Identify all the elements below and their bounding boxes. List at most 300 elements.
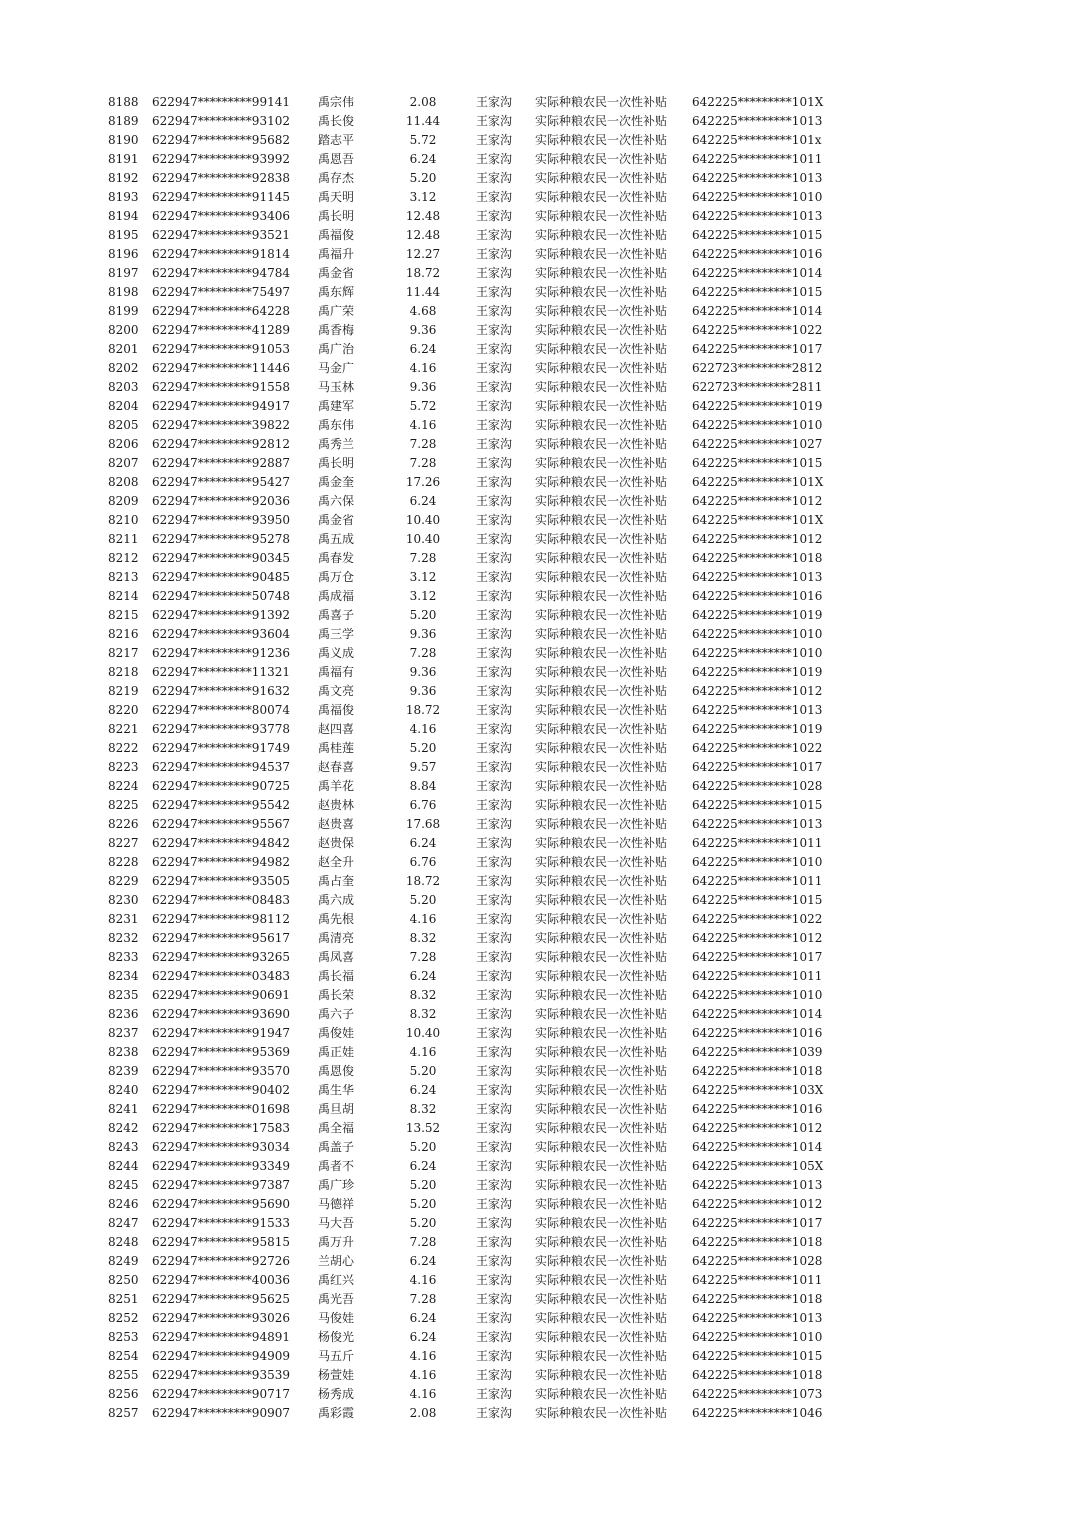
table-row [0,796,1074,815]
farmer-name: 禹光吾 [318,1292,355,1306]
seq-number: 8235 [108,988,139,1002]
farmer-name: 禹恩俊 [318,1064,355,1078]
table-row [0,1366,1074,1385]
table-row [0,777,1074,796]
subsidy-amount: 7.28 [409,1235,437,1249]
bank-account: 622947*********98112 [152,912,290,926]
table-row [0,1328,1074,1347]
seq-number: 8252 [108,1311,139,1325]
subsidy-type: 实际种粮农民一次性补贴 [535,608,668,622]
subsidy-amount: 9.57 [409,760,437,774]
seq-number: 8251 [108,1292,139,1306]
village-name: 王家沟 [476,722,513,736]
id-number: 642225*********1027 [692,437,823,451]
table-row [0,416,1074,435]
subsidy-type: 实际种粮农民一次性补贴 [535,1121,668,1135]
table-row [0,435,1074,454]
bank-account: 622947*********92036 [152,494,290,508]
table-row [0,378,1074,397]
table-row [0,1024,1074,1043]
farmer-name: 禹凤喜 [318,950,355,964]
subsidy-type: 实际种粮农民一次性补贴 [535,1292,668,1306]
farmer-name: 禹喜子 [318,608,355,622]
farmer-name: 禹广荣 [318,304,355,318]
bank-account: 622947*********93406 [152,209,290,223]
seq-number: 8190 [108,133,139,147]
bank-account: 622947*********92812 [152,437,290,451]
seq-number: 8228 [108,855,139,869]
bank-account: 622947*********91558 [152,380,290,394]
subsidy-type: 实际种粮农民一次性补贴 [535,646,668,660]
subsidy-amount: 11.44 [405,114,441,128]
id-number: 642225*********1010 [692,627,823,641]
subsidy-type: 实际种粮农民一次性补贴 [535,874,668,888]
farmer-name: 赵全升 [318,855,355,869]
seq-number: 8193 [108,190,139,204]
bank-account: 622947*********90717 [152,1387,290,1401]
village-name: 王家沟 [476,551,513,565]
bank-account: 622947*********92838 [152,171,290,185]
table-row [0,853,1074,872]
bank-account: 622947*********93539 [152,1368,290,1382]
id-number: 642225*********101X [692,95,824,109]
bank-account: 622947*********93690 [152,1007,290,1021]
village-name: 王家沟 [476,190,513,204]
seq-number: 8199 [108,304,139,318]
village-name: 王家沟 [476,532,513,546]
bank-account: 622947*********91236 [152,646,290,660]
id-number: 642225*********1017 [692,950,823,964]
bank-account: 622947*********91533 [152,1216,290,1230]
subsidy-amount: 8.32 [409,931,437,945]
subsidy-type: 实际种粮农民一次性补贴 [535,893,668,907]
id-number: 642225*********1022 [692,741,823,755]
subsidy-type: 实际种粮农民一次性补贴 [535,380,668,394]
seq-number: 8218 [108,665,139,679]
subsidy-amount: 18.72 [405,874,441,888]
farmer-name: 禹者不 [318,1159,355,1173]
farmer-name: 禹长荣 [318,988,355,1002]
bank-account: 622947*********91053 [152,342,290,356]
village-name: 王家沟 [476,836,513,850]
id-number: 642225*********1014 [692,266,823,280]
table-row [0,758,1074,777]
village-name: 王家沟 [476,399,513,413]
id-number: 642225*********1028 [692,1254,823,1268]
village-name: 王家沟 [476,285,513,299]
table-row [0,530,1074,549]
table-row [0,1043,1074,1062]
seq-number: 8245 [108,1178,139,1192]
table-row [0,264,1074,283]
table-row [0,891,1074,910]
bank-account: 622947*********91145 [152,190,290,204]
village-name: 王家沟 [476,703,513,717]
bank-account: 622947*********92887 [152,456,290,470]
table-row [0,910,1074,929]
village-name: 王家沟 [476,608,513,622]
village-name: 王家沟 [476,494,513,508]
village-name: 王家沟 [476,1273,513,1287]
table-row [0,739,1074,758]
farmer-name: 禹羊花 [318,779,355,793]
village-name: 王家沟 [476,1159,513,1173]
id-number: 642225*********1013 [692,114,823,128]
subsidy-type: 实际种粮农民一次性补贴 [535,988,668,1002]
farmer-name: 禹金省 [318,266,355,280]
bank-account: 622947*********94842 [152,836,290,850]
subsidy-amount: 4.16 [409,1387,437,1401]
seq-number: 8238 [108,1045,139,1059]
village-name: 王家沟 [476,266,513,280]
table-row [0,188,1074,207]
farmer-name: 禹万升 [318,1235,355,1249]
village-name: 王家沟 [476,304,513,318]
bank-account: 622947*********93570 [152,1064,290,1078]
farmer-name: 马德祥 [318,1197,355,1211]
bank-account: 622947*********08483 [152,893,290,907]
village-name: 王家沟 [476,1368,513,1382]
subsidy-type: 实际种粮农民一次性补贴 [535,342,668,356]
subsidy-amount: 4.16 [409,1349,437,1363]
bank-account: 622947*********95567 [152,817,290,831]
subsidy-type: 实际种粮农民一次性补贴 [535,1045,668,1059]
id-number: 642225*********1016 [692,1026,823,1040]
subsidy-amount: 6.24 [409,1311,437,1325]
farmer-name: 禹三学 [318,627,355,641]
bank-account: 622947*********93349 [152,1159,290,1173]
id-number: 622723*********2812 [692,361,823,375]
subsidy-amount: 11.44 [405,285,441,299]
farmer-name: 禹万仓 [318,570,355,584]
farmer-name: 赵四喜 [318,722,355,736]
farmer-name: 禹全福 [318,1121,355,1135]
subsidy-amount: 7.28 [409,646,437,660]
farmer-name: 禹秀兰 [318,437,355,451]
seq-number: 8191 [108,152,139,166]
farmer-name: 禹宗伟 [318,95,355,109]
id-number: 642225*********1013 [692,570,823,584]
subsidy-amount: 6.24 [409,1254,437,1268]
subsidy-amount: 6.24 [409,1330,437,1344]
table-row [0,701,1074,720]
subsidy-amount: 12.27 [405,247,441,261]
subsidy-type: 实际种粮农民一次性补贴 [535,1406,668,1420]
table-row [0,1271,1074,1290]
seq-number: 8220 [108,703,139,717]
id-number: 642225*********1011 [692,1273,823,1287]
subsidy-amount: 5.20 [409,1178,437,1192]
village-name: 王家沟 [476,988,513,1002]
subsidy-amount: 2.08 [409,1406,437,1420]
village-name: 王家沟 [476,969,513,983]
farmer-name: 禹先根 [318,912,355,926]
seq-number: 8234 [108,969,139,983]
seq-number: 8200 [108,323,139,337]
bank-account: 622947*********75497 [152,285,290,299]
seq-number: 8201 [108,342,139,356]
table-row [0,321,1074,340]
table-row [0,549,1074,568]
table-row [0,1252,1074,1271]
bank-account: 622947*********91632 [152,684,290,698]
village-name: 王家沟 [476,1007,513,1021]
village-name: 王家沟 [476,665,513,679]
subsidy-amount: 2.08 [409,95,437,109]
farmer-name: 禹彩霞 [318,1406,355,1420]
subsidy-type: 实际种粮农民一次性补贴 [535,1235,668,1249]
id-number: 642225*********1010 [692,988,823,1002]
farmer-name: 禹五成 [318,532,355,546]
subsidy-type: 实际种粮农民一次性补贴 [535,95,668,109]
subsidy-type: 实际种粮农民一次性补贴 [535,247,668,261]
table-row [0,1062,1074,1081]
village-name: 王家沟 [476,342,513,356]
farmer-name: 禹建军 [318,399,355,413]
subsidy-type: 实际种粮农民一次性补贴 [535,779,668,793]
village-name: 王家沟 [476,1178,513,1192]
id-number: 642225*********1014 [692,1007,823,1021]
id-number: 642225*********1012 [692,1197,823,1211]
bank-account: 622947*********94917 [152,399,290,413]
subsidy-amount: 6.24 [409,1159,437,1173]
seq-number: 8203 [108,380,139,394]
bank-account: 622947*********95369 [152,1045,290,1059]
subsidy-amount: 9.36 [409,627,437,641]
id-number: 642225*********1022 [692,323,823,337]
village-name: 王家沟 [476,779,513,793]
bank-account: 622947*********91749 [152,741,290,755]
seq-number: 8236 [108,1007,139,1021]
id-number: 642225*********1016 [692,247,823,261]
village-name: 王家沟 [476,646,513,660]
seq-number: 8256 [108,1387,139,1401]
subsidy-type: 实际种粮农民一次性补贴 [535,456,668,470]
village-name: 王家沟 [476,950,513,964]
subsidy-type: 实际种粮农民一次性补贴 [535,836,668,850]
subsidy-type: 实际种粮农民一次性补贴 [535,190,668,204]
subsidy-type: 实际种粮农民一次性补贴 [535,1064,668,1078]
farmer-name: 禹恩吾 [318,152,355,166]
subsidy-type: 实际种粮农民一次性补贴 [535,475,668,489]
bank-account: 622947*********93778 [152,722,290,736]
bank-account: 622947*********90907 [152,1406,290,1420]
bank-account: 622947*********91392 [152,608,290,622]
id-number: 642225*********1018 [692,1064,823,1078]
table-row [0,834,1074,853]
bank-account: 622947*********93102 [152,114,290,128]
farmer-name: 禹天明 [318,190,355,204]
subsidy-amount: 10.40 [405,1026,441,1040]
seq-number: 8198 [108,285,139,299]
bank-account: 622947*********94537 [152,760,290,774]
village-name: 王家沟 [476,456,513,470]
seq-number: 8230 [108,893,139,907]
id-number: 642225*********1014 [692,304,823,318]
id-number: 642225*********1013 [692,1178,823,1192]
farmer-name: 禹长福 [318,969,355,983]
table-row [0,1290,1074,1309]
seq-number: 8204 [108,399,139,413]
id-number: 642225*********1018 [692,1292,823,1306]
subsidy-type: 实际种粮农民一次性补贴 [535,1102,668,1116]
village-name: 王家沟 [476,741,513,755]
table-row [0,1214,1074,1233]
village-name: 王家沟 [476,1330,513,1344]
bank-account: 622947*********94909 [152,1349,290,1363]
subsidy-type: 实际种粮农民一次性补贴 [535,1083,668,1097]
id-number: 642225*********1011 [692,874,823,888]
table-row [0,967,1074,986]
farmer-name: 禹俊娃 [318,1026,355,1040]
subsidy-type: 实际种粮农民一次性补贴 [535,209,668,223]
farmer-name: 禹六保 [318,494,355,508]
table-row [0,1100,1074,1119]
farmer-name: 禹正娃 [318,1045,355,1059]
table-row [0,473,1074,492]
id-number: 642225*********1019 [692,722,823,736]
subsidy-amount: 4.16 [409,912,437,926]
bank-account: 622947*********95682 [152,133,290,147]
subsidy-amount: 12.48 [405,209,441,223]
seq-number: 8243 [108,1140,139,1154]
subsidy-type: 实际种粮农民一次性补贴 [535,133,668,147]
id-number: 642225*********1016 [692,1102,823,1116]
subsidy-amount: 6.24 [409,342,437,356]
farmer-name: 禹六成 [318,893,355,907]
subsidy-amount: 5.20 [409,1197,437,1211]
farmer-name: 禹长明 [318,456,355,470]
village-name: 王家沟 [476,1216,513,1230]
village-name: 王家沟 [476,209,513,223]
seq-number: 8221 [108,722,139,736]
id-number: 642225*********1010 [692,418,823,432]
id-number: 642225*********1013 [692,209,823,223]
subsidy-type: 实际种粮农民一次性补贴 [535,551,668,565]
farmer-name: 禹福俊 [318,703,355,717]
village-name: 王家沟 [476,133,513,147]
village-name: 王家沟 [476,1349,513,1363]
bank-account: 622947*********40036 [152,1273,290,1287]
subsidy-type: 实际种粮农民一次性补贴 [535,532,668,546]
subsidy-amount: 5.20 [409,1140,437,1154]
seq-number: 8226 [108,817,139,831]
seq-number: 8188 [108,95,139,109]
subsidy-type: 实际种粮农民一次性补贴 [535,437,668,451]
table-row [0,682,1074,701]
farmer-name: 禹桂莲 [318,741,355,755]
table-row [0,872,1074,891]
subsidy-type: 实际种粮农民一次性补贴 [535,361,668,375]
subsidy-type: 实际种粮农民一次性补贴 [535,741,668,755]
id-number: 642225*********1012 [692,532,823,546]
subsidy-type: 实际种粮农民一次性补贴 [535,912,668,926]
seq-number: 8217 [108,646,139,660]
bank-account: 622947*********91814 [152,247,290,261]
bank-account: 622947*********95815 [152,1235,290,1249]
village-name: 王家沟 [476,1045,513,1059]
subsidy-type: 实际种粮农民一次性补贴 [535,627,668,641]
village-name: 王家沟 [476,1235,513,1249]
seq-number: 8229 [108,874,139,888]
subsidy-type: 实际种粮农民一次性补贴 [535,1140,668,1154]
seq-number: 8213 [108,570,139,584]
seq-number: 8189 [108,114,139,128]
seq-number: 8209 [108,494,139,508]
id-number: 642225*********1013 [692,1311,823,1325]
id-number: 642225*********1015 [692,798,823,812]
village-name: 王家沟 [476,760,513,774]
bank-account: 622947*********95617 [152,931,290,945]
farmer-name: 马俊娃 [318,1311,355,1325]
village-name: 王家沟 [476,1102,513,1116]
seq-number: 8225 [108,798,139,812]
farmer-name: 踏志平 [318,133,355,147]
subsidy-amount: 6.24 [409,836,437,850]
subsidy-amount: 17.26 [405,475,441,489]
bank-account: 622947*********91947 [152,1026,290,1040]
farmer-name: 禹红兴 [318,1273,355,1287]
seq-number: 8239 [108,1064,139,1078]
bank-account: 622947*********17583 [152,1121,290,1135]
subsidy-amount: 4.16 [409,722,437,736]
id-number: 642225*********1010 [692,646,823,660]
seq-number: 8222 [108,741,139,755]
id-number: 642225*********1015 [692,456,823,470]
subsidy-type: 实际种粮农民一次性补贴 [535,1273,668,1287]
bank-account: 622947*********95278 [152,532,290,546]
subsidy-amount: 7.28 [409,437,437,451]
bank-account: 622947*********03483 [152,969,290,983]
id-number: 642225*********1011 [692,836,823,850]
id-number: 642225*********1039 [692,1045,823,1059]
village-name: 王家沟 [476,874,513,888]
id-number: 642225*********1012 [692,684,823,698]
village-name: 王家沟 [476,361,513,375]
table-row [0,625,1074,644]
farmer-name: 禹文亮 [318,684,355,698]
table-row [0,663,1074,682]
subsidy-amount: 3.12 [409,570,437,584]
subsidy-type: 实际种粮农民一次性补贴 [535,323,668,337]
farmer-name: 杨萱娃 [318,1368,355,1382]
table-row [0,1081,1074,1100]
subsidy-amount: 5.72 [409,133,437,147]
subsidy-amount: 10.40 [405,513,441,527]
seq-number: 8210 [108,513,139,527]
subsidy-type: 实际种粮农民一次性补贴 [535,1311,668,1325]
village-name: 王家沟 [476,95,513,109]
village-name: 王家沟 [476,798,513,812]
farmer-name: 禹旦胡 [318,1102,355,1116]
seq-number: 8216 [108,627,139,641]
subsidy-amount: 8.32 [409,1007,437,1021]
id-number: 642225*********1014 [692,1140,823,1154]
seq-number: 8257 [108,1406,139,1420]
bank-account: 622947*********93505 [152,874,290,888]
id-number: 642225*********1011 [692,969,823,983]
table-row [0,112,1074,131]
subsidy-amount: 8.84 [409,779,437,793]
farmer-name: 禹六子 [318,1007,355,1021]
seq-number: 8194 [108,209,139,223]
table-row [0,1138,1074,1157]
farmer-name: 禹香梅 [318,323,355,337]
id-number: 642225*********1022 [692,912,823,926]
table-row [0,359,1074,378]
subsidy-amount: 9.36 [409,323,437,337]
seq-number: 8237 [108,1026,139,1040]
